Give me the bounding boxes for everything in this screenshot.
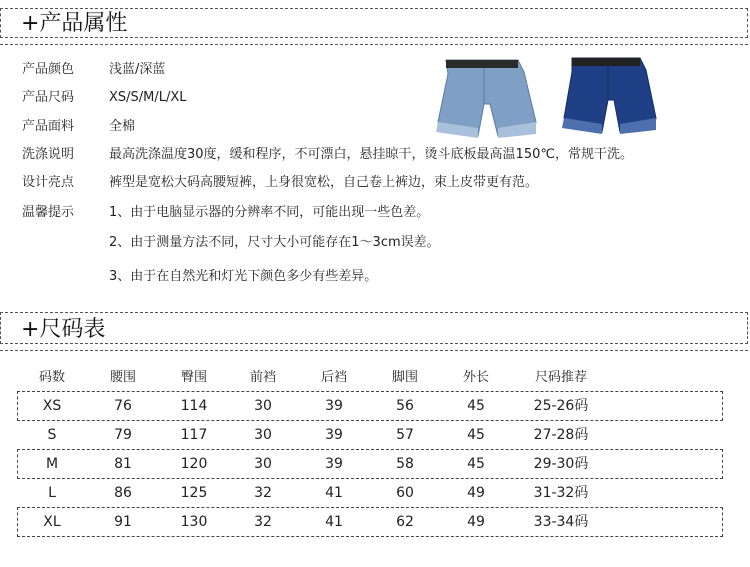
size-table-row — [0, 450, 750, 478]
size-table-cell: 79 — [114, 427, 132, 443]
light-denim-shorts-image — [428, 52, 546, 142]
attribute-label: 产品颜色 — [22, 62, 75, 77]
size-table-cell: 32 — [254, 514, 272, 530]
size-table-cell: XL — [43, 514, 61, 530]
size-table-row — [0, 479, 750, 507]
size-table-cell: 114 — [180, 398, 208, 414]
size-table-cell: 49 — [467, 514, 485, 530]
size-table-column-header: 外长 — [462, 370, 489, 385]
attribute-value: 浅蓝/深蓝 — [109, 62, 166, 77]
size-table-column-header: 前裆 — [249, 370, 276, 385]
size-table-cell: 49 — [467, 485, 485, 501]
size-table-cell: XS — [42, 398, 62, 414]
size-table-cell: S — [47, 427, 57, 443]
size-table-cell: 30 — [254, 427, 272, 443]
section-title-size-chart: +尺码表 — [21, 317, 106, 342]
size-table-cell: 86 — [114, 485, 132, 501]
size-table-cell: 30 — [254, 398, 272, 414]
section-rule — [0, 44, 748, 45]
section-header-attributes — [0, 8, 748, 38]
size-table-cell: 30 — [254, 456, 272, 472]
size-table-cell: 120 — [180, 456, 208, 472]
section-title-attributes: +产品属性 — [21, 11, 128, 36]
size-table-cell: 41 — [325, 514, 343, 530]
attribute-value: 裤型是宽松大码高腰短裤，上身很宽松，自己卷上裤边，束上皮带更有范。 — [109, 175, 539, 190]
size-table-cell: 41 — [325, 485, 343, 501]
size-table-cell: 91 — [114, 514, 132, 530]
section-header-size-chart — [0, 312, 748, 344]
section-rule — [0, 350, 748, 351]
size-table-cell: M — [45, 456, 59, 472]
size-table-cell: 60 — [396, 485, 414, 501]
size-table-cell: 31-32码 — [533, 485, 589, 501]
size-table-cell: 58 — [396, 456, 414, 472]
attribute-value: 1、由于电脑显示器的分辨率不同，可能出现一些色差。 — [109, 205, 430, 220]
size-table-row — [0, 392, 750, 420]
size-table-column-header: 尺码推荐 — [534, 370, 587, 385]
size-table-column-header: 臀围 — [180, 370, 207, 385]
size-table-cell: 45 — [467, 398, 485, 414]
size-table-cell: 117 — [180, 427, 208, 443]
size-table-cell: 81 — [114, 456, 132, 472]
size-table-cell: 39 — [325, 427, 343, 443]
size-table-row — [0, 421, 750, 449]
size-table-cell: 33-34码 — [533, 514, 589, 530]
size-table-column-header: 后裆 — [320, 370, 347, 385]
attribute-label: 产品面料 — [22, 119, 75, 134]
size-table-row — [0, 508, 750, 536]
size-table-cell: 29-30码 — [533, 456, 589, 472]
size-table-cell: L — [48, 485, 56, 501]
size-table-cell: 76 — [114, 398, 132, 414]
size-table-cell: 62 — [396, 514, 414, 530]
size-table-cell: 39 — [325, 398, 343, 414]
attribute-value: 3、由于在自然光和灯光下颜色多少有些差异。 — [109, 269, 378, 284]
size-table-cell: 45 — [467, 427, 485, 443]
attribute-label: 温馨提示 — [22, 205, 75, 220]
size-table-cell: 27-28码 — [533, 427, 589, 443]
size-table-cell: 125 — [180, 485, 208, 501]
size-table-column-header: 腰围 — [109, 370, 136, 385]
attribute-value: XS/S/M/L/XL — [109, 90, 187, 105]
attribute-label: 洗涤说明 — [22, 147, 75, 162]
attribute-value: 全棉 — [109, 119, 136, 134]
attribute-label: 设计亮点 — [22, 175, 75, 190]
size-table-column-header: 码数 — [38, 370, 65, 385]
attribute-value: 2、由于测量方法不同，尺寸大小可能存在1～3cm误差。 — [109, 235, 440, 250]
size-table-cell: 32 — [254, 485, 272, 501]
size-table-column-header: 脚围 — [391, 370, 418, 385]
size-table-cell: 25-26码 — [533, 398, 589, 414]
attribute-label: 产品尺码 — [22, 90, 75, 105]
dark-denim-shorts-image — [556, 52, 664, 142]
size-table-cell: 57 — [396, 427, 414, 443]
size-table-cell: 45 — [467, 456, 485, 472]
size-table-cell: 130 — [180, 514, 208, 530]
size-table-cell: 56 — [396, 398, 414, 414]
attribute-value: 最高洗涤温度30度，缓和程序，不可漂白，悬挂晾干，烫斗底板最高温150℃，常规干洗。 — [109, 147, 633, 162]
size-table-cell: 39 — [325, 456, 343, 472]
